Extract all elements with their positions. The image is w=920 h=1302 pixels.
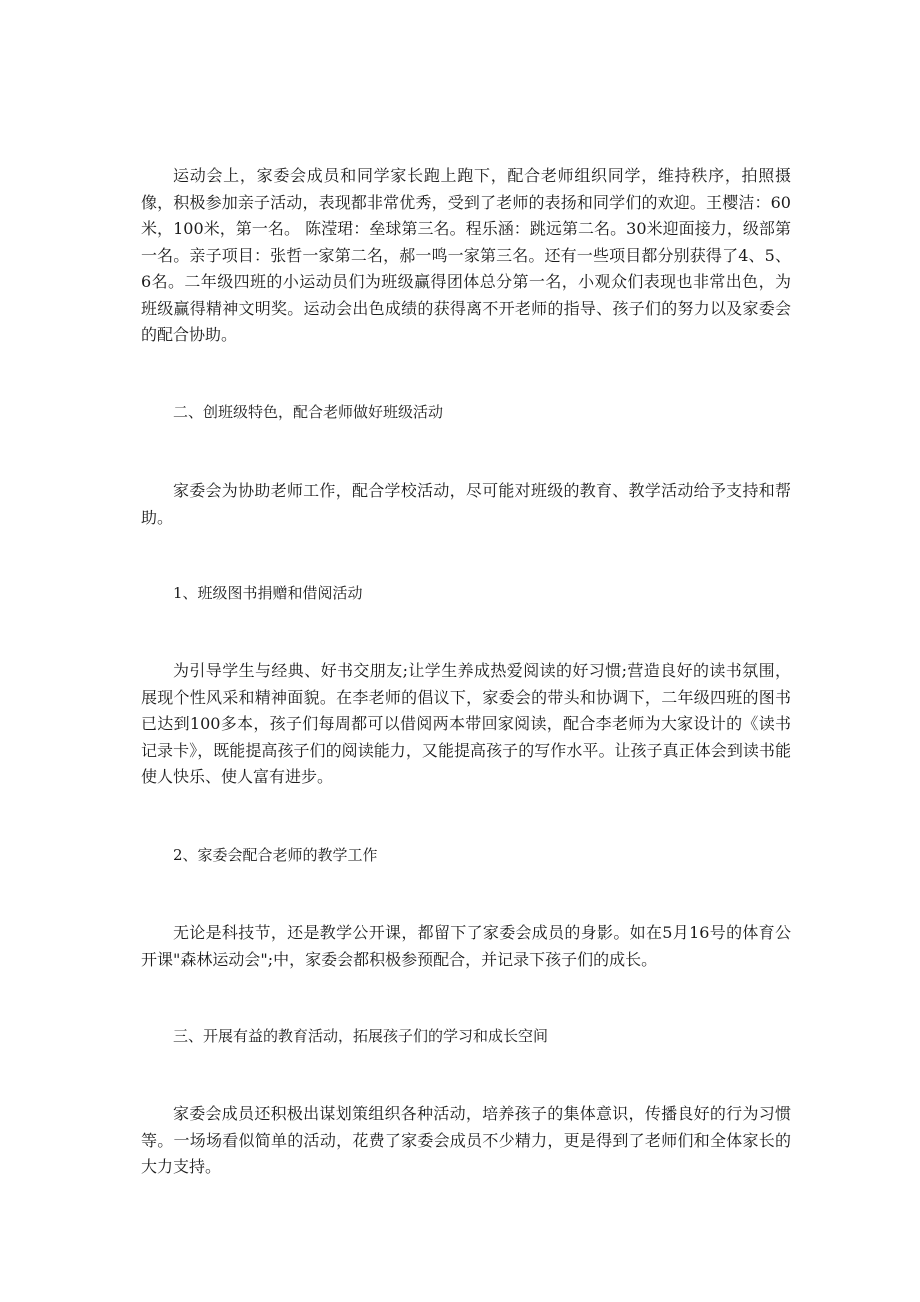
paragraph-sports-meet: 运动会上，家委会成员和同学家长跑上跑下，配合老师组织同学，维持秩序，拍照摄像，积极参加亲子活动，表现都非常优秀，受到了老师的表扬和同学们的欢迎。王樱洁：60米，100米，第一名。 陈滢珺：垒球第三名。程乐涵：跳远第二名。30米迎面接力，级部第一名。亲子项目：张哲一家第二名，郝一鸣一家第三名。还有一些项目都分别获得了4、5、6名。二年级四班的小运动员们为班级赢得团体总分第一名，小观众们表现也非常出色，为班级赢得精神文明奖。运动会出色成绩的获得离不开老师的指导、孩子们的努力以及家委会的配合协助。 — [141, 166, 791, 344]
subheading-book-donation: 1、班级图书捐赠和借阅活动 — [173, 584, 363, 602]
paragraph-parent-committee-activities: 家委会成员还积极出谋划策组织各种活动，培养孩子的集体意识，传播良好的行为习惯等。一场场看似简单的活动，花费了家委会成员不少精力，更是得到了老师们和全体家长的大力支持。 — [141, 1104, 791, 1176]
paragraph-assist-teachers: 家委会为协助老师工作，配合学校活动，尽可能对班级的教育、教学活动给予支持和帮助。 — [141, 481, 791, 527]
subheading-teaching-support: 2、家委会配合老师的教学工作 — [173, 846, 378, 864]
section-heading-educational-activities: 三、开展有益的教育活动，拓展孩子们的学习和成长空间 — [173, 1027, 549, 1045]
paragraph-open-class: 无论是科技节，还是教学公开课，都留下了家委会成员的身影。如在5月16号的体育公开课"森林运动会";中，家委会都积极参预配合，并记录下孩子们的成长。 — [141, 923, 791, 969]
document-page — [141, 0, 791, 1302]
section-heading-class-features: 二、创班级特色，配合老师做好班级活动 — [173, 403, 444, 421]
paragraph-book-reading: 为引导学生与经典、好书交朋友;让学生养成热爱阅读的好习惯;营造良好的读书氛围，展现个性风采和精神面貌。在李老师的倡议下，家委会的带头和协调下，二年级四班的图书已达到100多本，孩子们每周都可以借阅两本带回家阅读，配合李老师为大家设计的《读书记录卡》，既能提高孩子们的阅读能力，又能提高孩子的写作水平。让孩子真正体会到读书能使人快乐、使人富有进步。 — [141, 661, 791, 786]
